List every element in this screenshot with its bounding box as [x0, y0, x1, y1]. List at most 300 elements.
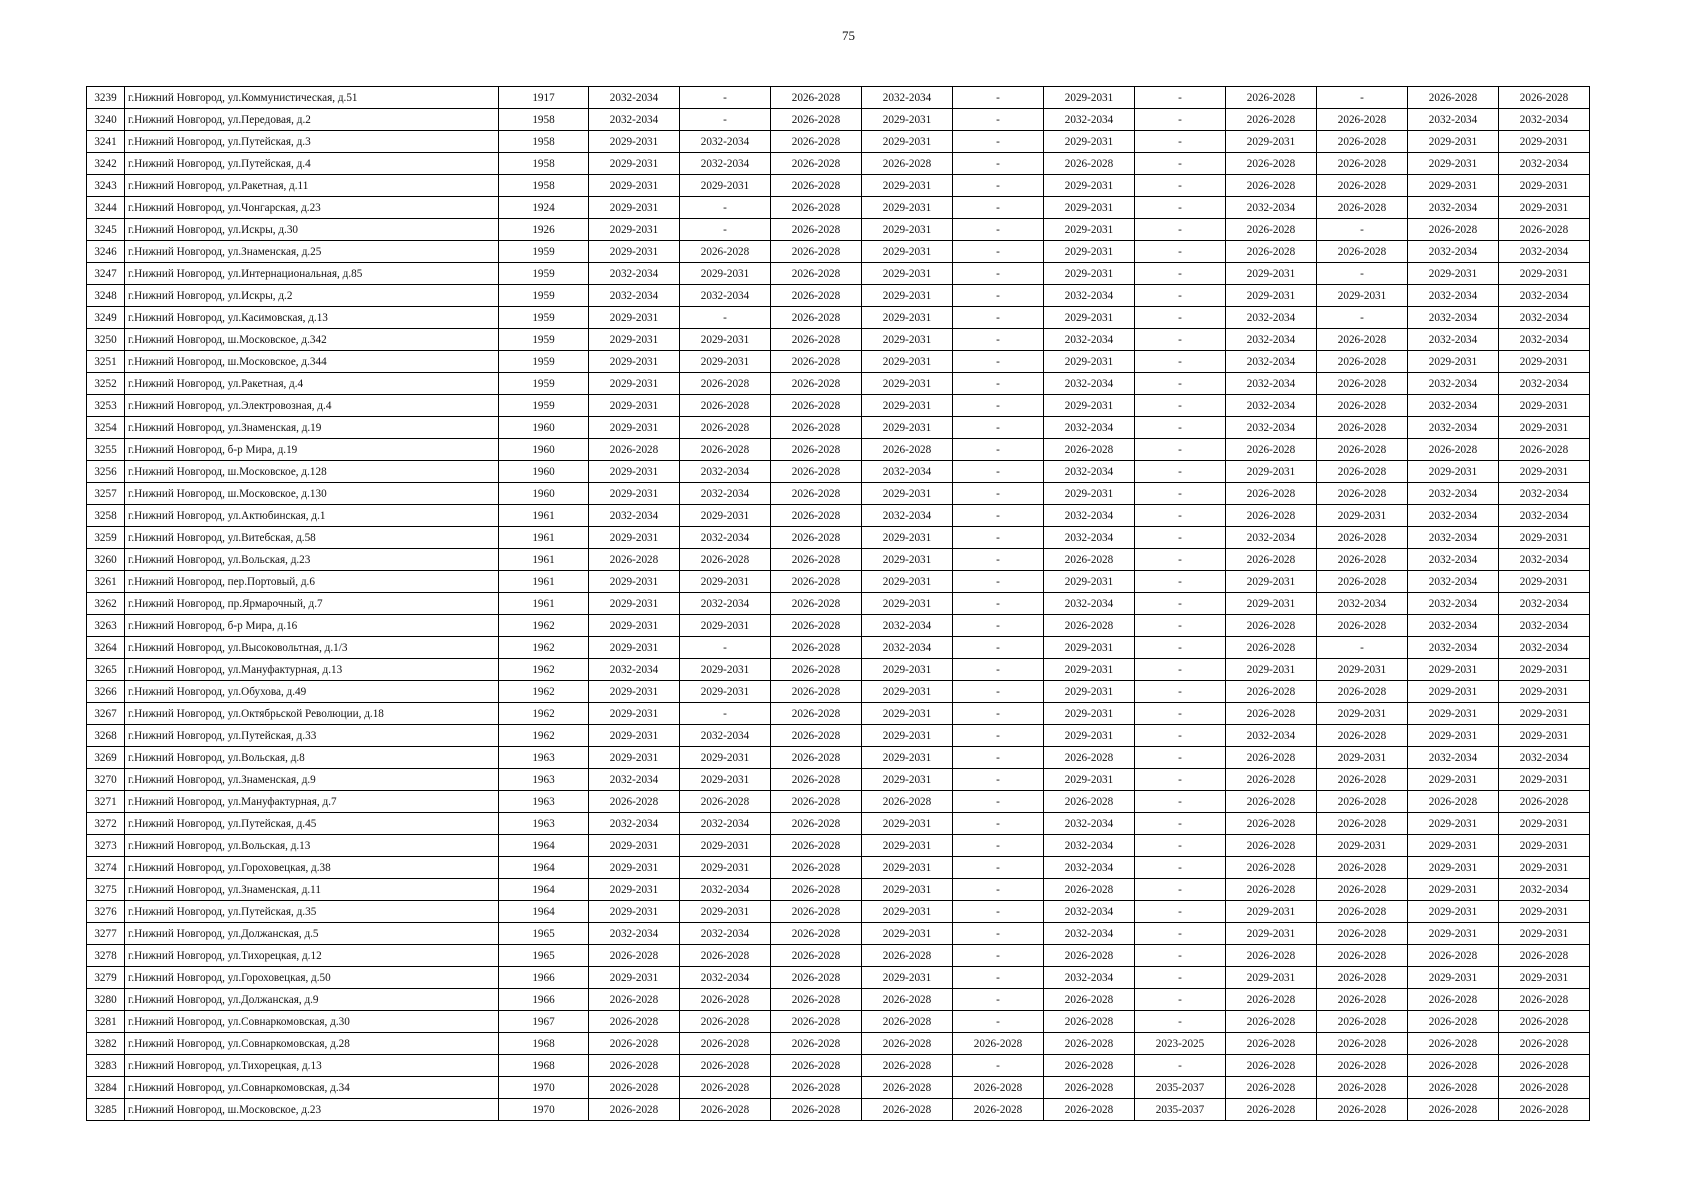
cell-period-5: - [953, 791, 1044, 813]
cell-period-1: 2029-2031 [589, 461, 680, 483]
cell-build-year: 1959 [499, 329, 589, 351]
cell-row-number: 3281 [87, 1011, 125, 1033]
cell-period-9: 2029-2031 [1317, 659, 1408, 681]
cell-row-number: 3239 [87, 87, 125, 109]
cell-period-10: 2026-2028 [1408, 1099, 1499, 1121]
cell-period-7: - [1135, 109, 1226, 131]
cell-build-year: 1964 [499, 857, 589, 879]
cell-period-4: 2029-2031 [862, 219, 953, 241]
cell-address: г.Нижний Новгород, ул.Совнаркомовская, д.30 [125, 1011, 499, 1033]
cell-period-8: 2026-2028 [1226, 219, 1317, 241]
cell-period-2: 2026-2028 [680, 1099, 771, 1121]
cell-period-4: 2029-2031 [862, 395, 953, 417]
table-row [87, 527, 1590, 549]
cell-period-8: 2032-2034 [1226, 725, 1317, 747]
cell-period-5: - [953, 307, 1044, 329]
cell-period-7: - [1135, 1011, 1226, 1033]
cell-period-8: 2026-2028 [1226, 1033, 1317, 1055]
cell-period-9: - [1317, 263, 1408, 285]
cell-period-2: 2029-2031 [680, 659, 771, 681]
cell-period-9: 2032-2034 [1317, 593, 1408, 615]
cell-address: г.Нижний Новгород, ул.Актюбинская, д.1 [125, 505, 499, 527]
table-row [87, 593, 1590, 615]
table-row [87, 153, 1590, 175]
cell-period-5: - [953, 813, 1044, 835]
cell-row-number: 3285 [87, 1099, 125, 1121]
cell-period-1: 2029-2031 [589, 351, 680, 373]
cell-address: г.Нижний Новгород, ул.Высоковольтная, д.1/3 [125, 637, 499, 659]
cell-period-10: 2026-2028 [1408, 1033, 1499, 1055]
cell-period-9: 2026-2028 [1317, 549, 1408, 571]
table-row [87, 373, 1590, 395]
cell-period-4: 2026-2028 [862, 945, 953, 967]
cell-address: г.Нижний Новгород, ул.Обухова, д.49 [125, 681, 499, 703]
cell-period-6: 2026-2028 [1044, 1055, 1135, 1077]
cell-period-10: 2029-2031 [1408, 153, 1499, 175]
cell-period-4: 2029-2031 [862, 593, 953, 615]
cell-period-8: 2026-2028 [1226, 681, 1317, 703]
cell-period-1: 2032-2034 [589, 109, 680, 131]
cell-period-8: 2032-2034 [1226, 307, 1317, 329]
cell-period-4: 2029-2031 [862, 527, 953, 549]
cell-period-3: 2026-2028 [771, 1011, 862, 1033]
cell-period-2: 2026-2028 [680, 439, 771, 461]
cell-build-year: 1967 [499, 1011, 589, 1033]
cell-period-11: 2032-2034 [1499, 307, 1590, 329]
cell-period-3: 2026-2028 [771, 1099, 862, 1121]
cell-period-2: 2029-2031 [680, 835, 771, 857]
cell-period-9: 2026-2028 [1317, 1077, 1408, 1099]
cell-period-4: 2026-2028 [862, 153, 953, 175]
cell-build-year: 1968 [499, 1033, 589, 1055]
cell-period-11: 2029-2031 [1499, 461, 1590, 483]
cell-period-3: 2026-2028 [771, 747, 862, 769]
cell-period-7: - [1135, 791, 1226, 813]
cell-period-8: 2026-2028 [1226, 87, 1317, 109]
cell-build-year: 1962 [499, 659, 589, 681]
cell-period-5: - [953, 439, 1044, 461]
cell-period-2: - [680, 637, 771, 659]
cell-period-5: 2026-2028 [953, 1033, 1044, 1055]
cell-period-4: 2029-2031 [862, 307, 953, 329]
table-row [87, 439, 1590, 461]
cell-period-11: 2032-2034 [1499, 637, 1590, 659]
cell-period-6: 2029-2031 [1044, 395, 1135, 417]
cell-period-1: 2026-2028 [589, 791, 680, 813]
cell-period-11: 2032-2034 [1499, 153, 1590, 175]
cell-period-8: 2026-2028 [1226, 791, 1317, 813]
cell-period-8: 2026-2028 [1226, 175, 1317, 197]
cell-build-year: 1959 [499, 263, 589, 285]
cell-period-10: 2032-2034 [1408, 329, 1499, 351]
cell-period-4: 2029-2031 [862, 329, 953, 351]
cell-period-6: 2026-2028 [1044, 153, 1135, 175]
cell-period-11: 2026-2028 [1499, 1099, 1590, 1121]
table-row [87, 219, 1590, 241]
cell-address: г.Нижний Новгород, ул.Интернациональная, д.85 [125, 263, 499, 285]
cell-build-year: 1960 [499, 439, 589, 461]
cell-period-6: 2029-2031 [1044, 351, 1135, 373]
cell-period-10: 2032-2034 [1408, 241, 1499, 263]
cell-period-7: - [1135, 945, 1226, 967]
cell-period-5: - [953, 131, 1044, 153]
cell-period-5: - [953, 373, 1044, 395]
cell-period-4: 2026-2028 [862, 1033, 953, 1055]
cell-address: г.Нижний Новгород, ш.Московское, д.344 [125, 351, 499, 373]
cell-build-year: 1964 [499, 901, 589, 923]
cell-period-8: 2032-2034 [1226, 329, 1317, 351]
cell-build-year: 1960 [499, 417, 589, 439]
cell-period-7: - [1135, 241, 1226, 263]
cell-period-4: 2029-2031 [862, 175, 953, 197]
cell-period-3: 2026-2028 [771, 967, 862, 989]
cell-period-8: 2029-2031 [1226, 571, 1317, 593]
cell-period-7: - [1135, 483, 1226, 505]
cell-period-3: 2026-2028 [771, 329, 862, 351]
cell-period-5: 2026-2028 [953, 1099, 1044, 1121]
cell-build-year: 1959 [499, 351, 589, 373]
cell-address: г.Нижний Новгород, ул.Электровозная, д.4 [125, 395, 499, 417]
cell-period-9: 2026-2028 [1317, 791, 1408, 813]
cell-period-9: 2029-2031 [1317, 835, 1408, 857]
cell-build-year: 1965 [499, 945, 589, 967]
cell-address: г.Нижний Новгород, ул.Путейская, д.45 [125, 813, 499, 835]
cell-address: г.Нижний Новгород, ш.Московское, д.23 [125, 1099, 499, 1121]
cell-period-1: 2026-2028 [589, 1099, 680, 1121]
cell-period-5: - [953, 87, 1044, 109]
cell-address: г.Нижний Новгород, ул.Передовая, д.2 [125, 109, 499, 131]
cell-build-year: 1961 [499, 571, 589, 593]
table-row [87, 483, 1590, 505]
cell-period-1: 2032-2034 [589, 923, 680, 945]
table-row [87, 571, 1590, 593]
cell-period-1: 2029-2031 [589, 219, 680, 241]
cell-build-year: 1968 [499, 1055, 589, 1077]
cell-period-7: - [1135, 461, 1226, 483]
cell-period-9: 2026-2028 [1317, 967, 1408, 989]
cell-build-year: 1958 [499, 109, 589, 131]
cell-period-5: - [953, 549, 1044, 571]
cell-period-6: 2029-2031 [1044, 175, 1135, 197]
cell-period-8: 2032-2034 [1226, 197, 1317, 219]
cell-row-number: 3243 [87, 175, 125, 197]
cell-period-6: 2029-2031 [1044, 659, 1135, 681]
cell-period-8: 2032-2034 [1226, 351, 1317, 373]
cell-period-4: 2029-2031 [862, 923, 953, 945]
cell-period-4: 2032-2034 [862, 461, 953, 483]
cell-period-10: 2032-2034 [1408, 483, 1499, 505]
cell-build-year: 1917 [499, 87, 589, 109]
cell-period-2: 2029-2031 [680, 681, 771, 703]
cell-period-1: 2032-2034 [589, 813, 680, 835]
cell-period-3: 2026-2028 [771, 175, 862, 197]
cell-period-1: 2032-2034 [589, 285, 680, 307]
cell-period-2: 2026-2028 [680, 1033, 771, 1055]
cell-period-2: - [680, 87, 771, 109]
cell-period-10: 2029-2031 [1408, 813, 1499, 835]
cell-period-8: 2026-2028 [1226, 989, 1317, 1011]
cell-period-11: 2032-2034 [1499, 549, 1590, 571]
cell-row-number: 3279 [87, 967, 125, 989]
cell-period-11: 2029-2031 [1499, 263, 1590, 285]
cell-period-7: - [1135, 681, 1226, 703]
cell-period-9: 2026-2028 [1317, 1099, 1408, 1121]
cell-address: г.Нижний Новгород, ул.Тихорецкая, д.12 [125, 945, 499, 967]
cell-period-3: 2026-2028 [771, 439, 862, 461]
cell-period-1: 2026-2028 [589, 1055, 680, 1077]
cell-period-11: 2026-2028 [1499, 1055, 1590, 1077]
cell-row-number: 3249 [87, 307, 125, 329]
housing-registry-table [86, 86, 1590, 1121]
cell-period-11: 2029-2031 [1499, 527, 1590, 549]
cell-period-5: - [953, 153, 1044, 175]
cell-build-year: 1965 [499, 923, 589, 945]
table-row [87, 813, 1590, 835]
cell-row-number: 3263 [87, 615, 125, 637]
cell-period-10: 2032-2034 [1408, 395, 1499, 417]
cell-period-1: 2026-2028 [589, 945, 680, 967]
cell-period-5: - [953, 901, 1044, 923]
cell-period-5: - [953, 263, 1044, 285]
cell-row-number: 3264 [87, 637, 125, 659]
cell-period-6: 2032-2034 [1044, 285, 1135, 307]
cell-address: г.Нижний Новгород, ул.Должанская, д.5 [125, 923, 499, 945]
cell-period-6: 2026-2028 [1044, 1011, 1135, 1033]
cell-address: г.Нижний Новгород, ул.Знаменская, д.25 [125, 241, 499, 263]
cell-period-5: - [953, 945, 1044, 967]
cell-period-6: 2032-2034 [1044, 835, 1135, 857]
cell-period-5: - [953, 571, 1044, 593]
cell-period-7: - [1135, 87, 1226, 109]
table-row [87, 307, 1590, 329]
cell-period-3: 2026-2028 [771, 87, 862, 109]
cell-build-year: 1961 [499, 505, 589, 527]
cell-address: г.Нижний Новгород, ш.Московское, д.130 [125, 483, 499, 505]
cell-address: г.Нижний Новгород, ул.Путейская, д.3 [125, 131, 499, 153]
cell-period-7: - [1135, 703, 1226, 725]
cell-period-10: 2032-2034 [1408, 373, 1499, 395]
cell-period-2: 2026-2028 [680, 1077, 771, 1099]
cell-row-number: 3254 [87, 417, 125, 439]
cell-period-7: - [1135, 527, 1226, 549]
cell-period-6: 2029-2031 [1044, 241, 1135, 263]
cell-period-5: - [953, 593, 1044, 615]
table-row [87, 351, 1590, 373]
cell-period-9: 2026-2028 [1317, 373, 1408, 395]
cell-row-number: 3274 [87, 857, 125, 879]
cell-period-6: 2032-2034 [1044, 901, 1135, 923]
cell-period-7: - [1135, 747, 1226, 769]
cell-period-9: 2026-2028 [1317, 351, 1408, 373]
cell-period-2: - [680, 197, 771, 219]
cell-build-year: 1962 [499, 637, 589, 659]
cell-period-4: 2029-2031 [862, 879, 953, 901]
cell-period-9: 2026-2028 [1317, 329, 1408, 351]
cell-period-10: 2032-2034 [1408, 307, 1499, 329]
cell-period-5: - [953, 527, 1044, 549]
cell-build-year: 1960 [499, 461, 589, 483]
cell-period-1: 2029-2031 [589, 241, 680, 263]
cell-period-3: 2026-2028 [771, 505, 862, 527]
cell-period-7: - [1135, 439, 1226, 461]
cell-period-7: - [1135, 197, 1226, 219]
cell-build-year: 1961 [499, 593, 589, 615]
cell-row-number: 3261 [87, 571, 125, 593]
cell-build-year: 1964 [499, 835, 589, 857]
cell-period-8: 2026-2028 [1226, 153, 1317, 175]
cell-period-2: 2026-2028 [680, 791, 771, 813]
cell-period-2: 2032-2034 [680, 285, 771, 307]
cell-period-1: 2029-2031 [589, 967, 680, 989]
cell-period-8: 2029-2031 [1226, 263, 1317, 285]
cell-period-1: 2032-2034 [589, 659, 680, 681]
cell-period-9: 2026-2028 [1317, 417, 1408, 439]
cell-period-4: 2032-2034 [862, 637, 953, 659]
cell-period-11: 2029-2031 [1499, 725, 1590, 747]
cell-period-2: 2026-2028 [680, 241, 771, 263]
cell-row-number: 3251 [87, 351, 125, 373]
cell-period-7: - [1135, 351, 1226, 373]
cell-period-11: 2029-2031 [1499, 131, 1590, 153]
table-row [87, 637, 1590, 659]
cell-period-11: 2032-2034 [1499, 505, 1590, 527]
cell-period-6: 2029-2031 [1044, 703, 1135, 725]
cell-period-5: - [953, 637, 1044, 659]
cell-period-1: 2029-2031 [589, 329, 680, 351]
cell-address: г.Нижний Новгород, ул.Гороховецкая, д.50 [125, 967, 499, 989]
cell-period-7: - [1135, 395, 1226, 417]
cell-period-5: - [953, 769, 1044, 791]
cell-period-9: 2026-2028 [1317, 439, 1408, 461]
cell-period-3: 2026-2028 [771, 681, 862, 703]
cell-period-8: 2026-2028 [1226, 945, 1317, 967]
cell-address: г.Нижний Новгород, ул.Мануфактурная, д.7 [125, 791, 499, 813]
cell-build-year: 1963 [499, 747, 589, 769]
cell-address: г.Нижний Новгород, ул.Вольская, д.8 [125, 747, 499, 769]
cell-period-6: 2026-2028 [1044, 549, 1135, 571]
table-row [87, 791, 1590, 813]
cell-period-8: 2026-2028 [1226, 1099, 1317, 1121]
cell-period-5: - [953, 461, 1044, 483]
cell-period-7: - [1135, 593, 1226, 615]
cell-period-9: 2026-2028 [1317, 1011, 1408, 1033]
cell-period-4: 2032-2034 [862, 87, 953, 109]
cell-period-4: 2029-2031 [862, 747, 953, 769]
table-row [87, 967, 1590, 989]
cell-period-7: - [1135, 571, 1226, 593]
cell-row-number: 3265 [87, 659, 125, 681]
cell-period-4: 2029-2031 [862, 197, 953, 219]
cell-period-3: 2026-2028 [771, 615, 862, 637]
cell-address: г.Нижний Новгород, ул.Знаменская, д.9 [125, 769, 499, 791]
cell-period-3: 2026-2028 [771, 703, 862, 725]
cell-period-6: 2026-2028 [1044, 439, 1135, 461]
cell-period-6: 2026-2028 [1044, 791, 1135, 813]
cell-period-9: 2026-2028 [1317, 483, 1408, 505]
cell-address: г.Нижний Новгород, ул.Вольская, д.23 [125, 549, 499, 571]
cell-period-2: - [680, 109, 771, 131]
cell-period-6: 2029-2031 [1044, 307, 1135, 329]
cell-row-number: 3275 [87, 879, 125, 901]
cell-period-10: 2029-2031 [1408, 725, 1499, 747]
cell-period-3: 2026-2028 [771, 901, 862, 923]
cell-period-10: 2032-2034 [1408, 527, 1499, 549]
cell-period-5: - [953, 615, 1044, 637]
cell-period-6: 2029-2031 [1044, 263, 1135, 285]
cell-period-10: 2029-2031 [1408, 923, 1499, 945]
cell-period-9: 2026-2028 [1317, 1033, 1408, 1055]
cell-period-7: - [1135, 835, 1226, 857]
cell-period-8: 2026-2028 [1226, 813, 1317, 835]
cell-period-11: 2029-2031 [1499, 703, 1590, 725]
cell-period-2: 2029-2031 [680, 615, 771, 637]
cell-period-4: 2032-2034 [862, 505, 953, 527]
table-row [87, 1077, 1590, 1099]
cell-period-7: - [1135, 219, 1226, 241]
cell-period-10: 2032-2034 [1408, 417, 1499, 439]
cell-period-6: 2032-2034 [1044, 967, 1135, 989]
cell-period-2: 2026-2028 [680, 395, 771, 417]
cell-address: г.Нижний Новгород, ул.Тихорецкая, д.13 [125, 1055, 499, 1077]
cell-period-8: 2029-2031 [1226, 659, 1317, 681]
cell-period-11: 2026-2028 [1499, 219, 1590, 241]
cell-period-2: 2026-2028 [680, 945, 771, 967]
cell-period-7: - [1135, 879, 1226, 901]
cell-period-3: 2026-2028 [771, 945, 862, 967]
cell-period-10: 2029-2031 [1408, 175, 1499, 197]
cell-period-1: 2029-2031 [589, 307, 680, 329]
table-row [87, 461, 1590, 483]
cell-period-1: 2026-2028 [589, 989, 680, 1011]
cell-address: г.Нижний Новгород, ул.Вольская, д.13 [125, 835, 499, 857]
cell-period-6: 2026-2028 [1044, 1077, 1135, 1099]
cell-period-4: 2029-2031 [862, 549, 953, 571]
cell-period-8: 2029-2031 [1226, 923, 1317, 945]
cell-period-11: 2026-2028 [1499, 1011, 1590, 1033]
cell-period-10: 2026-2028 [1408, 439, 1499, 461]
cell-period-8: 2026-2028 [1226, 879, 1317, 901]
cell-period-11: 2026-2028 [1499, 989, 1590, 1011]
cell-period-4: 2029-2031 [862, 703, 953, 725]
cell-period-5: - [953, 483, 1044, 505]
cell-period-7: - [1135, 901, 1226, 923]
cell-period-9: 2026-2028 [1317, 461, 1408, 483]
table-row [87, 109, 1590, 131]
cell-period-4: 2029-2031 [862, 901, 953, 923]
cell-build-year: 1959 [499, 395, 589, 417]
cell-build-year: 1961 [499, 527, 589, 549]
cell-period-5: - [953, 681, 1044, 703]
table-row [87, 923, 1590, 945]
cell-build-year: 1963 [499, 791, 589, 813]
cell-period-9: 2029-2031 [1317, 505, 1408, 527]
cell-address: г.Нижний Новгород, ул.Путейская, д.35 [125, 901, 499, 923]
cell-period-3: 2026-2028 [771, 813, 862, 835]
cell-period-4: 2029-2031 [862, 483, 953, 505]
cell-period-10: 2026-2028 [1408, 989, 1499, 1011]
cell-period-2: 2029-2031 [680, 901, 771, 923]
cell-build-year: 1970 [499, 1077, 589, 1099]
cell-row-number: 3276 [87, 901, 125, 923]
cell-period-3: 2026-2028 [771, 791, 862, 813]
cell-period-11: 2029-2031 [1499, 835, 1590, 857]
cell-row-number: 3240 [87, 109, 125, 131]
cell-period-11: 2029-2031 [1499, 857, 1590, 879]
cell-period-8: 2029-2031 [1226, 593, 1317, 615]
cell-period-7: - [1135, 615, 1226, 637]
cell-build-year: 1958 [499, 175, 589, 197]
cell-period-9: 2026-2028 [1317, 153, 1408, 175]
